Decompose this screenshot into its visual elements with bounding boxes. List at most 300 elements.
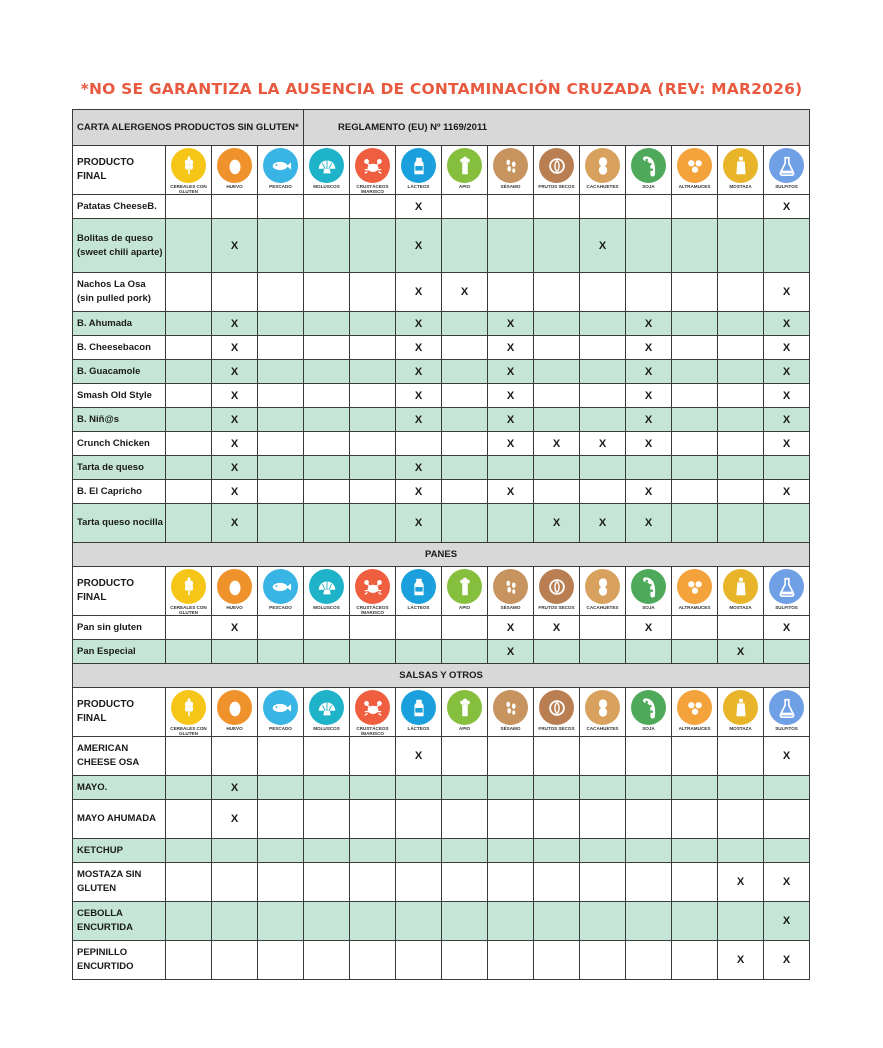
allergen-mark — [350, 336, 396, 360]
allergen-icon-row — [73, 146, 810, 195]
allergen-mark — [488, 273, 534, 312]
table-row — [73, 839, 810, 863]
allergen-mark: X — [396, 360, 442, 384]
product-name: MAYO. — [73, 776, 166, 800]
table-row — [73, 480, 810, 504]
allergen-mark: X — [764, 941, 810, 980]
wheat-icon — [171, 690, 206, 725]
allergen-mark — [442, 902, 488, 941]
milk-icon — [401, 148, 436, 183]
allergen-mark — [350, 504, 396, 543]
product-name: MOSTAZA SIN GLUTEN — [73, 863, 166, 902]
table-row — [73, 737, 810, 776]
table-row — [73, 273, 810, 312]
allergen-header — [534, 688, 580, 737]
allergen-mark: X — [396, 219, 442, 273]
allergen-mark — [764, 640, 810, 664]
allergen-mark — [534, 941, 580, 980]
allergen-label: CRUSTÁCEOS /MARISCO — [356, 184, 389, 194]
allergen-label: FRUTOS SECOS — [538, 605, 575, 610]
allergen-mark: X — [626, 336, 672, 360]
allergen-mark — [534, 863, 580, 902]
allergen-mark — [304, 839, 350, 863]
allergen-mark — [718, 384, 764, 408]
nut-icon — [539, 569, 574, 604]
egg-icon — [217, 569, 252, 604]
allergen-mark: X — [626, 408, 672, 432]
allergen-label: CACAHUETES — [586, 184, 619, 189]
allergen-mark — [166, 800, 212, 839]
allergen-label: LÁCTEOS — [407, 726, 430, 731]
allergen-label: APIO — [458, 184, 471, 189]
allergen-mark: X — [488, 480, 534, 504]
allergen-mark — [672, 432, 718, 456]
allergen-mark: X — [764, 360, 810, 384]
allergen-mark — [764, 776, 810, 800]
allergen-mark — [442, 336, 488, 360]
allergen-header — [626, 688, 672, 737]
allergen-mark — [304, 273, 350, 312]
allergen-mark — [488, 776, 534, 800]
allergen-mark — [166, 456, 212, 480]
allergen-mark: X — [580, 432, 626, 456]
allergen-mark — [442, 737, 488, 776]
allergen-mark: X — [396, 480, 442, 504]
allergen-mark: X — [212, 776, 258, 800]
allergen-mark — [534, 456, 580, 480]
allergen-mark — [350, 839, 396, 863]
allergen-mark — [442, 640, 488, 664]
crab-icon — [355, 569, 390, 604]
allergen-mark — [442, 456, 488, 480]
allergen-mark — [166, 640, 212, 664]
allergen-mark — [580, 312, 626, 336]
allergen-mark — [488, 800, 534, 839]
allergen-mark: X — [718, 640, 764, 664]
allergen-header — [396, 146, 442, 195]
product-name: Bolitas de queso (sweet chili aparte) — [73, 219, 166, 273]
allergen-mark — [764, 839, 810, 863]
allergen-mark — [304, 480, 350, 504]
allergen-mark: X — [396, 336, 442, 360]
allergen-mark — [350, 616, 396, 640]
allergen-mark — [672, 941, 718, 980]
allergen-mark: X — [442, 273, 488, 312]
allergen-label: MOSTAZA — [729, 184, 752, 189]
allergen-mark — [304, 800, 350, 839]
allergen-mark: X — [396, 195, 442, 219]
allergen-mark — [718, 480, 764, 504]
allergen-mark: X — [534, 504, 580, 543]
allergen-mark — [258, 219, 304, 273]
allergen-mark — [350, 480, 396, 504]
allergen-mark — [258, 737, 304, 776]
allergen-label: MOLUSCOS — [313, 605, 340, 610]
allergen-mark: X — [212, 336, 258, 360]
allergen-mark: X — [580, 219, 626, 273]
allergen-mark — [442, 616, 488, 640]
allergen-mark — [488, 902, 534, 941]
allergen-icon-row — [73, 567, 810, 616]
table-row — [73, 312, 810, 336]
allergen-mark — [212, 737, 258, 776]
allergen-mark — [258, 360, 304, 384]
allergen-header — [212, 567, 258, 616]
allergen-mark — [764, 219, 810, 273]
allergen-mark — [534, 336, 580, 360]
allergen-mark — [442, 863, 488, 902]
allergen-mark — [396, 839, 442, 863]
allergen-mark — [718, 432, 764, 456]
allergen-header — [488, 567, 534, 616]
allergen-mark — [672, 219, 718, 273]
allergen-mark — [166, 195, 212, 219]
allergen-mark — [350, 800, 396, 839]
allergen-mark — [166, 273, 212, 312]
producto-final-label: PRODUCTO FINAL — [73, 688, 166, 737]
allergen-mark — [212, 941, 258, 980]
allergen-mark — [442, 839, 488, 863]
allergen-mark — [718, 800, 764, 839]
allergen-mark: X — [534, 432, 580, 456]
product-name: B. Cheesebacon — [73, 336, 166, 360]
allergen-mark — [304, 408, 350, 432]
allergen-mark — [718, 312, 764, 336]
soy-icon — [631, 148, 666, 183]
allergen-mark: X — [626, 480, 672, 504]
allergen-mark — [304, 219, 350, 273]
allergen-mark — [442, 408, 488, 432]
allergen-mark — [534, 273, 580, 312]
allergen-mark — [442, 195, 488, 219]
allergen-mark — [718, 195, 764, 219]
sulphite-icon — [769, 690, 804, 725]
allergen-mark — [396, 902, 442, 941]
allergen-mark — [396, 941, 442, 980]
allergen-label: SOJA — [642, 184, 655, 189]
allergen-mark — [718, 776, 764, 800]
allergen-mark — [166, 312, 212, 336]
allergen-label: SÉSAMO — [500, 184, 521, 189]
product-name: Crunch Chicken — [73, 432, 166, 456]
allergen-mark — [304, 863, 350, 902]
allergen-header — [672, 567, 718, 616]
table-row — [73, 360, 810, 384]
table-row — [73, 800, 810, 839]
allergen-mark — [258, 273, 304, 312]
product-name: Tarta de queso — [73, 456, 166, 480]
allergen-mark: X — [396, 408, 442, 432]
allergen-mark — [580, 384, 626, 408]
allergen-mark: X — [212, 312, 258, 336]
regulation-cell: REGLAMENTO (EU) Nº 1169/2011 — [304, 110, 810, 146]
allergen-mark: X — [488, 360, 534, 384]
allergen-label: FRUTOS SECOS — [538, 184, 575, 189]
lupin-icon — [677, 148, 712, 183]
allergen-mark: X — [764, 863, 810, 902]
allergen-mark — [442, 800, 488, 839]
allergen-mark: X — [534, 616, 580, 640]
allergen-mark: X — [212, 504, 258, 543]
crab-icon — [355, 148, 390, 183]
allergen-mark — [580, 408, 626, 432]
allergen-mark — [580, 902, 626, 941]
allergen-mark — [718, 737, 764, 776]
allergen-mark — [718, 336, 764, 360]
producto-final-label: PRODUCTO FINAL — [73, 567, 166, 616]
allergen-mark — [718, 902, 764, 941]
allergen-label: FRUTOS SECOS — [538, 726, 575, 731]
allergen-mark: X — [212, 360, 258, 384]
allergen-mark — [166, 941, 212, 980]
allergen-mark — [626, 219, 672, 273]
table-row — [73, 504, 810, 543]
allergen-mark — [672, 456, 718, 480]
allergen-mark — [350, 902, 396, 941]
lupin-icon — [677, 690, 712, 725]
allergen-table — [72, 109, 810, 980]
table-row — [73, 941, 810, 980]
allergen-mark: X — [396, 273, 442, 312]
allergen-mark — [488, 456, 534, 480]
section-title-row — [73, 664, 810, 688]
allergen-mark — [580, 273, 626, 312]
mustard-icon — [723, 148, 758, 183]
allergen-label: CRUSTÁCEOS /MARISCO — [356, 605, 389, 615]
allergen-mark — [350, 219, 396, 273]
allergen-mark — [626, 800, 672, 839]
allergen-mark — [672, 504, 718, 543]
allergen-mark: X — [488, 616, 534, 640]
allergen-mark — [442, 480, 488, 504]
allergen-mark: X — [718, 863, 764, 902]
allergen-mark — [672, 640, 718, 664]
allergen-header — [718, 567, 764, 616]
allergen-mark: X — [764, 902, 810, 941]
allergen-mark — [258, 384, 304, 408]
allergen-label: CACAHUETES — [586, 605, 619, 610]
table-row — [73, 408, 810, 432]
allergen-header — [442, 688, 488, 737]
milk-icon — [401, 569, 436, 604]
allergen-mark — [350, 432, 396, 456]
allergen-header — [396, 688, 442, 737]
product-name: B. Guacamole — [73, 360, 166, 384]
allergen-mark — [534, 776, 580, 800]
table-row — [73, 640, 810, 664]
allergen-mark — [396, 616, 442, 640]
allergen-header — [488, 688, 534, 737]
allergen-mark — [212, 902, 258, 941]
allergen-mark — [258, 839, 304, 863]
allergen-mark — [166, 504, 212, 543]
allergen-mark — [626, 902, 672, 941]
allergen-header — [212, 688, 258, 737]
allergen-label: SÉSAMO — [500, 605, 521, 610]
page-title: *NO SE GARANTIZA LA AUSENCIA DE CONTAMINACIÓN CRUZADA (REV: MAR2026) — [80, 80, 803, 98]
allergen-label: SOJA — [642, 726, 655, 731]
allergen-mark — [212, 839, 258, 863]
allergen-header — [166, 146, 212, 195]
allergen-header — [580, 688, 626, 737]
allergen-header — [718, 146, 764, 195]
table-row — [73, 384, 810, 408]
allergen-mark — [396, 432, 442, 456]
allergen-mark — [764, 456, 810, 480]
table-row — [73, 432, 810, 456]
allergen-mark — [212, 863, 258, 902]
allergen-mark — [258, 432, 304, 456]
allergen-mark — [258, 408, 304, 432]
allergen-mark: X — [764, 336, 810, 360]
allergen-label: CACAHUETES — [586, 726, 619, 731]
shell-icon — [309, 148, 344, 183]
allergen-mark — [672, 312, 718, 336]
allergen-mark — [672, 863, 718, 902]
allergen-header — [672, 688, 718, 737]
peanut-icon — [585, 690, 620, 725]
section-title-row — [73, 543, 810, 567]
fish-icon — [263, 148, 298, 183]
allergen-mark — [672, 273, 718, 312]
celery-icon — [447, 690, 482, 725]
allergen-header — [304, 688, 350, 737]
allergen-mark: X — [488, 408, 534, 432]
allergen-mark — [166, 616, 212, 640]
allergen-mark — [350, 195, 396, 219]
allergen-mark — [580, 195, 626, 219]
sesame-icon — [493, 148, 528, 183]
allergen-mark: X — [488, 432, 534, 456]
allergen-mark — [718, 504, 764, 543]
allergen-mark — [718, 616, 764, 640]
soy-icon — [631, 690, 666, 725]
sesame-icon — [493, 569, 528, 604]
allergen-mark — [166, 336, 212, 360]
allergen-mark — [166, 360, 212, 384]
allergen-mark: X — [626, 312, 672, 336]
table-row — [73, 776, 810, 800]
allergen-mark: X — [764, 408, 810, 432]
allergen-mark — [672, 776, 718, 800]
allergen-mark — [580, 456, 626, 480]
allergen-label: MOSTAZA — [729, 726, 752, 731]
table-header-row — [73, 110, 810, 146]
product-name: Pan Especial — [73, 640, 166, 664]
allergen-label: APIO — [458, 605, 471, 610]
allergen-mark — [258, 312, 304, 336]
allergen-header — [764, 567, 810, 616]
allergen-mark — [672, 195, 718, 219]
allergen-mark — [304, 312, 350, 336]
allergen-label: HUEVO — [226, 726, 243, 731]
allergen-label: HUEVO — [226, 605, 243, 610]
product-name: Nachos La Osa (sin pulled pork) — [73, 273, 166, 312]
allergen-label: PESCADO — [269, 184, 292, 189]
section-title: SALSAS Y OTROS — [73, 664, 810, 688]
allergen-mark — [718, 408, 764, 432]
allergen-mark — [350, 273, 396, 312]
allergen-header — [442, 567, 488, 616]
table-row — [73, 902, 810, 941]
allergen-header — [258, 567, 304, 616]
allergen-header — [166, 688, 212, 737]
allergen-mark — [258, 195, 304, 219]
allergen-label: APIO — [458, 726, 471, 731]
allergen-mark — [672, 408, 718, 432]
allergen-mark — [304, 432, 350, 456]
allergen-mark — [580, 480, 626, 504]
sulphite-icon — [769, 569, 804, 604]
allergen-mark: X — [212, 432, 258, 456]
egg-icon — [217, 148, 252, 183]
allergen-mark — [258, 640, 304, 664]
allergen-header — [580, 146, 626, 195]
allergen-mark — [672, 480, 718, 504]
allergen-mark — [166, 776, 212, 800]
allergen-mark — [534, 800, 580, 839]
table-row — [73, 195, 810, 219]
allergen-mark: X — [488, 312, 534, 336]
allergen-mark — [442, 776, 488, 800]
milk-icon — [401, 690, 436, 725]
table-row — [73, 863, 810, 902]
allergen-mark — [488, 839, 534, 863]
allergen-mark: X — [488, 384, 534, 408]
shell-icon — [309, 569, 344, 604]
product-name: B. El Capricho — [73, 480, 166, 504]
allergen-mark: X — [626, 384, 672, 408]
allergen-mark: X — [212, 219, 258, 273]
allergen-mark — [764, 504, 810, 543]
shell-icon — [309, 690, 344, 725]
celery-icon — [447, 569, 482, 604]
allergen-header — [534, 146, 580, 195]
allergen-mark: X — [396, 504, 442, 543]
allergen-mark: X — [212, 456, 258, 480]
allergen-mark — [534, 360, 580, 384]
allergen-mark — [534, 902, 580, 941]
allergen-mark: X — [212, 384, 258, 408]
allergen-header — [350, 567, 396, 616]
allergen-header — [626, 567, 672, 616]
allergen-label: ALTRAMUCES — [678, 184, 711, 189]
allergen-label: LÁCTEOS — [407, 184, 430, 189]
allergen-mark: X — [764, 384, 810, 408]
allergen-mark — [488, 863, 534, 902]
mustard-icon — [723, 690, 758, 725]
allergen-mark — [258, 863, 304, 902]
allergen-mark — [166, 384, 212, 408]
allergen-mark: X — [764, 312, 810, 336]
allergen-header — [304, 146, 350, 195]
table-row — [73, 336, 810, 360]
product-name: MAYO AHUMADA — [73, 800, 166, 839]
allergen-header — [626, 146, 672, 195]
allergen-mark — [534, 408, 580, 432]
allergen-mark — [258, 504, 304, 543]
fish-icon — [263, 569, 298, 604]
allergen-mark: X — [764, 480, 810, 504]
allergen-header — [718, 688, 764, 737]
allergen-mark — [350, 941, 396, 980]
allergen-mark — [442, 312, 488, 336]
product-name: AMERICAN CHEESE OSA — [73, 737, 166, 776]
allergen-mark: X — [764, 432, 810, 456]
allergen-header — [442, 146, 488, 195]
allergen-mark: X — [580, 504, 626, 543]
allergen-mark — [258, 800, 304, 839]
